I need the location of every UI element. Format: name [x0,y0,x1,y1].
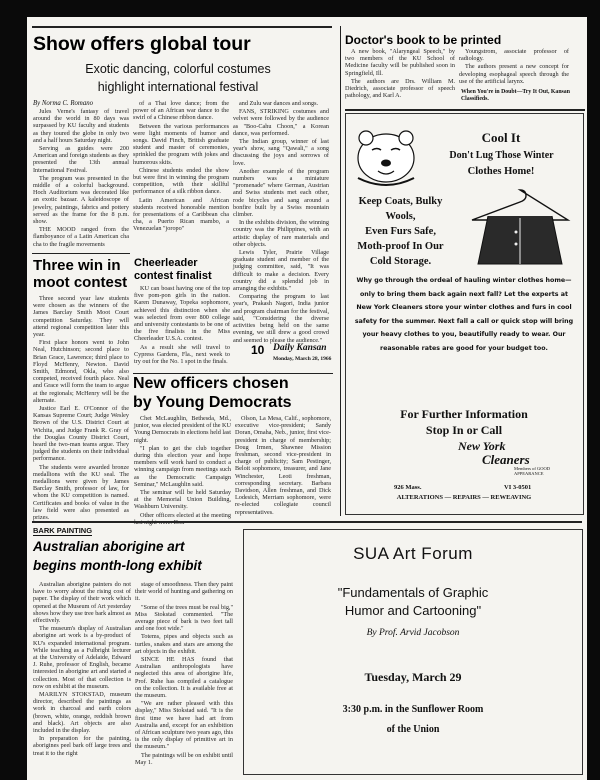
sua-subtitle-2: Humor and Cartooning" [344,603,482,618]
democrats-col-1 [134,415,231,518]
paragraph: KU can boast having one of the top five pom-pon girls in the nation. Karen Dunaway, Topeka sophomore, achieved this distinction when she was selected from over 800 college and university contestants to be one of the five finalists in the Miss Cheerleader U.S.A. contest. [134,285,230,343]
paragraph: Chinese students ended the show but were first in winning the program competition, with their skillful performance of a silk ribbon dance. [133,166,229,196]
paragraph: The seminar will be held Saturday at the Memorial Union Building, Washburn University. [134,489,231,511]
cool-it-line-2: Don't Lug Those Winter [449,150,554,161]
doctor-headline: Doctor's book to be printed [345,33,502,47]
paragraph: The authors present a new concept for developing esophageal speech through the use of the artificial larynx. [459,63,569,85]
paragraph: Serving as guides were 200 American and foreign students as they presented the 13th annual International Festival. [33,145,129,174]
divider [133,373,333,374]
global-tour-subhead-1: Exotic dancing, colorful costumes [85,62,271,76]
newspaper-page [27,17,587,780]
logo-line-2: Cleaners [482,452,530,467]
cleaners-services: ALTERATIONS — REPAIRS — REWEAVING [396,494,532,501]
moot-body [33,295,129,522]
cheerleader-body [134,285,230,377]
paragraph: "We are rather pleased with this display," Miss Stokstad said. "It is the first time we have had art from Australia and, except for an exhibition of African sculpture two years ago, this is the only display of primitive art in the museum." [135,700,233,751]
moot-headline-1: Three win in [33,257,121,274]
paragraph: The students were awarded bronze medallions with the KU seal. The medallions were given by James Barclay Smith, professor of law, for whom the KU competition is named. Certificates and books of value in the law field were also presented as prizes. [33,463,129,522]
paragraph: SINCE HE HAS found that Australian anthropologists have neglected this area of aborigine life, Prof. Ruhe has compiled a catalogue on the collection. It is available free at the museum. [135,656,233,700]
bark-headline-1: Australian aborigine art [33,539,185,554]
page-number: 10 [251,343,265,357]
paragraph: Chet McLaughlin, Bethesda, Md., junior, was elected president of the KU Young Democrats in elections held last night. [134,415,231,444]
sua-byline: By Prof. Arvid Jacobson [366,628,460,638]
global-tour-subhead-2: highlight international festival [97,80,259,94]
paragraph: First place honors went to John Neal, Hutchinson; second place to Brian Grace, Lawrence; third place to Floyd McHenry, Newton. David Smith, Edmond, Okla, who also competed, received fourth place. Neal and Grace will form the team to argue at the regionals; McHenry will be the alternate. [33,339,129,404]
democrats-headline-1: New officers chosen [133,375,289,392]
paragraph: Jules Verne's fantasy of travel around the world in 80 days was surpassed by KU faculty and students as they toured the globe in only two and a half hours Saturday night. [33,108,129,144]
paragraph: In preparation for the painting, aborigines peel bark off large trees and treat it to the right [33,735,131,757]
bark-col-2 [135,581,233,776]
paragraph: The paintings will be on exhibit until May 1. [135,751,233,766]
cool-it-line-3: Clothes Home! [467,166,535,177]
paragraph: THE MOOD ranged from the flamboyance of a Latin American cha cha to the fragile movements [33,226,129,248]
paragraph: "Some of the trees must be real big," Miss Stokstad commented. "The average piece of bark is two feet tall and one foot wide." [135,603,233,633]
global-tour-headline: Show offers global tour [33,33,251,55]
cleaners-logo [458,440,576,480]
sua-date: Tuesday, March 29 [364,670,462,684]
paragraph: Latin American and African students received honorable mention for presentations of a Caribbean cha cha, a Puerto Rican mambo, a Venezuelan "joropo" [133,196,229,233]
section-rule [32,521,582,523]
paragraph: "I plan to get the club together during this election year and hope members will work hard to conduct a winning campaign from meetings such as the Democratic Campaign Seminar," McLaughlin said. [134,444,231,488]
paragraph: A new book, "Alaryngeal Speech," by two members of the KU School of Medicine faculty will be published soon in Springfield, Ill. [345,48,455,77]
top-rule [32,26,332,28]
keep-line-3: Moth-proof In Our [357,241,444,252]
cheerleader-headline-1: Cheerleader [134,257,198,269]
paragraph: FANS, STRIKING costumes and velvet were followed by the audience as "Boo-Cahu Choon," a Korean dance, was performed. [233,108,329,137]
doctor-col-2 [459,48,569,88]
paragraph: Australian aborigine painters do not have to worry about the rising cost of paper. The display of their work which opened at the Museum of Art yesterday shows how they use tree bark almost as effectively. [33,581,131,625]
bark-col-1 [33,581,131,776]
logo-tag: Members of GOOD APPEARANCE [514,466,550,476]
sua-time-1: 3:30 p.m. in the Sunflower Room [342,704,484,715]
paragraph: Between the various performances were light moments of humor and songs. David Finch, British graduate student and master of ceremonies, sprinkled the program with jokes and humorous skits. [133,122,229,166]
global-tour-col-3 [233,100,329,344]
keep-line-1: Keep Coats, Bulky Wools, [358,196,443,222]
cheerleader-headline-2: contest finalist [134,270,212,282]
bark-label: BARK PAINTING [33,526,93,535]
paragraph: stage of smoothness. Then they paint their world of hunting and gathering on it. [135,581,233,603]
cleaners-ad [345,113,584,515]
bark-headline-2: begins month-long exhibit [33,558,202,573]
further-line-1: For Further Information [400,407,528,421]
cool-it-title: Cool It [481,130,521,145]
doctor-col-1 [345,48,455,98]
classifieds-tagline: When You're in Doubt—Try It Out, Kansan Classifieds. [461,89,570,102]
logo-line-1: New York [458,439,506,453]
moot-headline-2: moot contest [33,274,128,291]
polar-bear-icon [352,118,420,188]
paragraph: As a result she will travel to Cypress Gardens, Fla., next week to try out for the No. 1 spot in the finals. [134,343,230,366]
paragraph: Totems, pipes and objects such as turtles, snakes and stars are among the art objects in the exhibit. [135,633,233,655]
paragraph: The program was presented in the middle of a colorful background. Hoch Auditorium was decorated like an exotic bazaar. A kaleidoscope of jewelry, paintings, fabrics and pottery served as the frame for the 8 p.m. show. [33,174,129,226]
further-info [354,406,574,438]
paragraph: Youngstrom, associate professor of radiology. [459,48,569,63]
paragraph: The museum's display of Australian aborigine art work is a by-product of KU's expanded international program. While teaching as a Fulbright lecturer at the University of Adelaide, Edward J. Ruhe, professor of English, became interested in aborigine art and started a collection. Most of that collection is now on exhibit at the museum. [33,625,131,690]
keep-coats-text [348,194,453,269]
cleaners-phone: VI 3-0501 [504,484,532,491]
issue-date: Monday, March 28, 1966 [273,356,332,362]
paragraph: In the exhibits division, the winning country was the Philippines, with an artistic display of rare materials and other objects. [233,219,329,248]
global-tour-col-2 [133,100,229,250]
sua-title: SUA Art Forum [353,544,473,563]
paragraph: Olson, La Mesa, Calif., sophomore, executive vice-president; Sandy Doran, Omaha, Neb., junior, first vice-president in charge of membership; Doug Irmen, Shawnee Mission freshman, second vice-president in charge of publicity; Sam Pestinger, Beloit sophomore, treasurer, and Jane Winchester, Leoti freshman, corresponding secretary. Barbara Davidson, Allen freshman, and Dick Lodesich, Merriam sophomore, were re-elected collegiate council representatives. [235,415,331,516]
global-tour-col-1 [33,108,129,250]
paragraph: Three second year law students were chosen as the winners of the James Barclay Smith Moot Court competition Saturday. They will attend regional competition later this year. [33,295,129,339]
sua-subtitle-1: "Fundamentals of Graphic [337,585,489,600]
global-tour-byline: By Norma C. Romano [33,100,94,107]
further-line-2: Stop In or Call [425,423,503,437]
paper-name: Daily Kansan [273,343,327,353]
paragraph: Comparing the program to last year's, Prakash Nagori, India junior and program chairman for the festival, said, "Considering the diverse activities being held on the same evening, we still drew a good crowd and seemed to please the audience." [233,293,329,344]
cleaners-address: 926 Mass. [394,484,422,491]
paragraph: Another example of the program numbers was a miniature "promenade" where German, Austrian and Swiss students met each other, rode bicycles and sang around a bonfire built by a Swiss mountain climber. [233,167,329,219]
paragraph: Justice Earl E. O'Connor of the Kansas Supreme Court; Judge Wesley Brown of the U.S. District Court at Wichita, and Judge Frank R. Gray of the Douglas County District Court, heard the two-man teams argue. They judged the students on their individual performance. [33,405,129,463]
paragraph: The Indian group, winner of last year's show, sang "Qawali," a song discussing the joys and sorrows of love. [233,138,329,167]
column-rule [340,26,341,516]
coat-hanger-icon [464,186,576,268]
democrats-col-2 [235,415,331,518]
democrats-headline-2: by Young Democrats [133,394,292,411]
divider [32,253,130,254]
paragraph: and Zulu war dances and songs. [239,100,319,107]
cleaners-body: Why go through the ordeal of hauling winter clothes home—only to bring them back again next fall? Let the experts at New York Cleaners store your winter clothes and furs in cool safety for the summer. Next fall a call or quick stop will bring your heavy clothes to you, beautifully ready to wear. Our reasonable rates are good for your budget too. [354,277,574,352]
paragraph: Lewis Tyler, Prairie Village graduate student and member of the judging committee, said, "It was difficult to make a decision. Every country did a splendid job in arranging the exhibits." [233,249,329,293]
keep-line-4: Cold Storage. [369,256,432,267]
sua-ad [243,529,583,775]
sua-time-2: of the Union [386,724,440,735]
keep-line-2: Even Furs Safe, [365,226,436,237]
paragraph: The authors are Drs. William M. Diedrich, associate professor of speech pathology, and Karl A. [345,77,455,100]
divider [345,109,585,111]
paragraph: MARILYN STOKSTAD, museum director, described the paintings as work in charcoal and earth colors (brown, white, orange, reddish brown and black). Art objects are also included in the display. [33,691,131,735]
paragraph: of a Thai love dance; from the power of an African war dance to the swirl of a Chinese ribbon dance. [133,100,229,122]
paragraph: Other officers elected at the meeting [140,511,231,519]
